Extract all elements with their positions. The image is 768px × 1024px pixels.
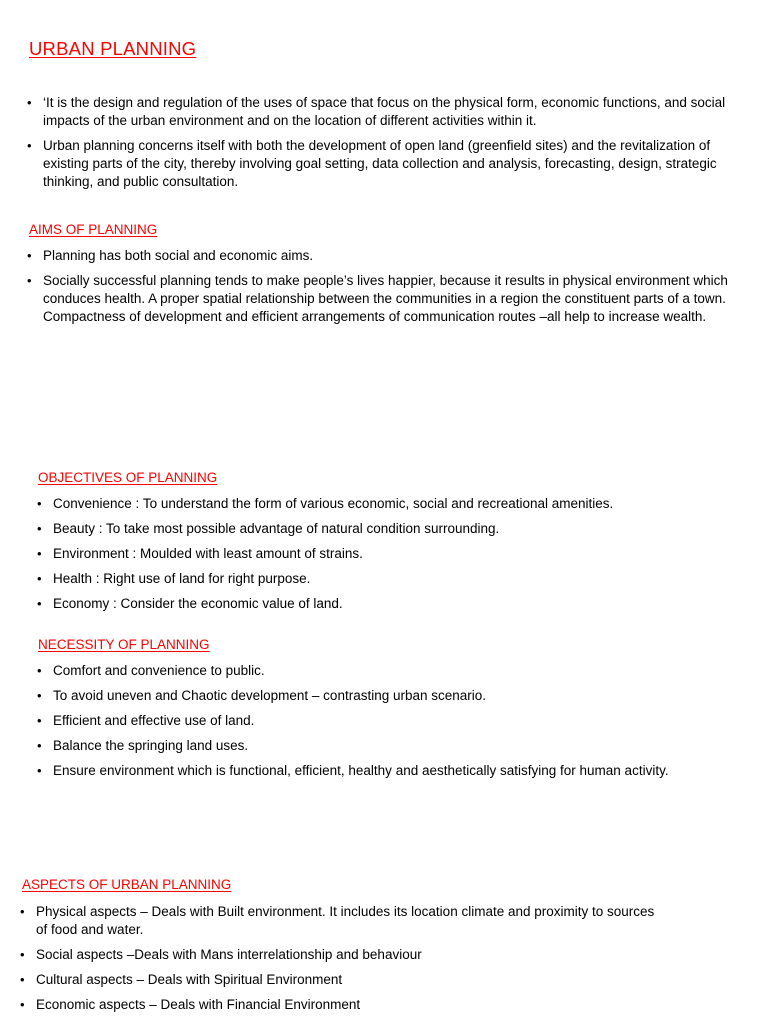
page-title: URBAN PLANNING xyxy=(29,38,197,59)
intro-list xyxy=(27,94,727,198)
list-item: • Health : Right use of land for right purpose. xyxy=(37,570,737,588)
list-item: • Economic aspects – Deals with Financial Environment xyxy=(20,996,720,1014)
aims-heading: AIMS OF PLANNING xyxy=(29,222,158,237)
necessity-heading: NECESSITY OF PLANNING xyxy=(38,637,210,652)
list-item: • Urban planning concerns itself with both the development of open land (greenfield sites) and the revitalization of existing parts of the city, thereby involving goal setting, data collection and analysis, forecasting, design, strategic thinking, and public consultation. xyxy=(27,137,727,191)
list-item: • Social aspects –Deals with Mans interrelationship and behaviour xyxy=(20,946,720,964)
list-item: • Efficient and effective use of land. xyxy=(37,712,737,730)
list-item: • Planning has both social and economic aims. xyxy=(27,247,747,265)
list-item: • Ensure environment which is functional, efficient, healthy and aesthetically satisfying for human activity. xyxy=(37,762,737,780)
aspects-heading: ASPECTS OF URBAN PLANNING xyxy=(22,877,232,892)
list-item: • ‘It is the design and regulation of the uses of space that focus on the physical form, economic functions, and social impacts of the urban environment and on the location of different activities within it. xyxy=(27,94,727,130)
list-item: • Balance the springing land uses. xyxy=(37,737,737,755)
list-item: • Comfort and convenience to public. xyxy=(37,662,737,680)
list-item: • Economy : Consider the economic value of land. xyxy=(37,595,737,613)
list-item: • Beauty : To take most possible advantage of natural condition surrounding. xyxy=(37,520,737,538)
objectives-list xyxy=(37,495,737,620)
list-item: • Convenience : To understand the form of various economic, social and recreational amenities. xyxy=(37,495,737,513)
list-item: • Environment : Moulded with least amount of strains. xyxy=(37,545,737,563)
list-item: • Physical aspects – Deals with Built environment. It includes its location climate and proximity to sources of food and water. xyxy=(20,903,720,939)
aspects-list xyxy=(20,903,720,1021)
necessity-list xyxy=(37,662,737,787)
list-item: • Socially successful planning tends to make people’s lives happier, because it results in physical environment which conduces health. A proper spatial relationship between the communities in a region the constituent parts of a town. Compactness of development and efficient arrangements of communication routes –all help to increase wealth. xyxy=(27,272,747,326)
aims-list xyxy=(27,247,747,333)
objectives-heading: OBJECTIVES OF PLANNING xyxy=(38,470,218,485)
list-item: • Cultural aspects – Deals with Spiritual Environment xyxy=(20,971,720,989)
list-item: • To avoid uneven and Chaotic development – contrasting urban scenario. xyxy=(37,687,737,705)
